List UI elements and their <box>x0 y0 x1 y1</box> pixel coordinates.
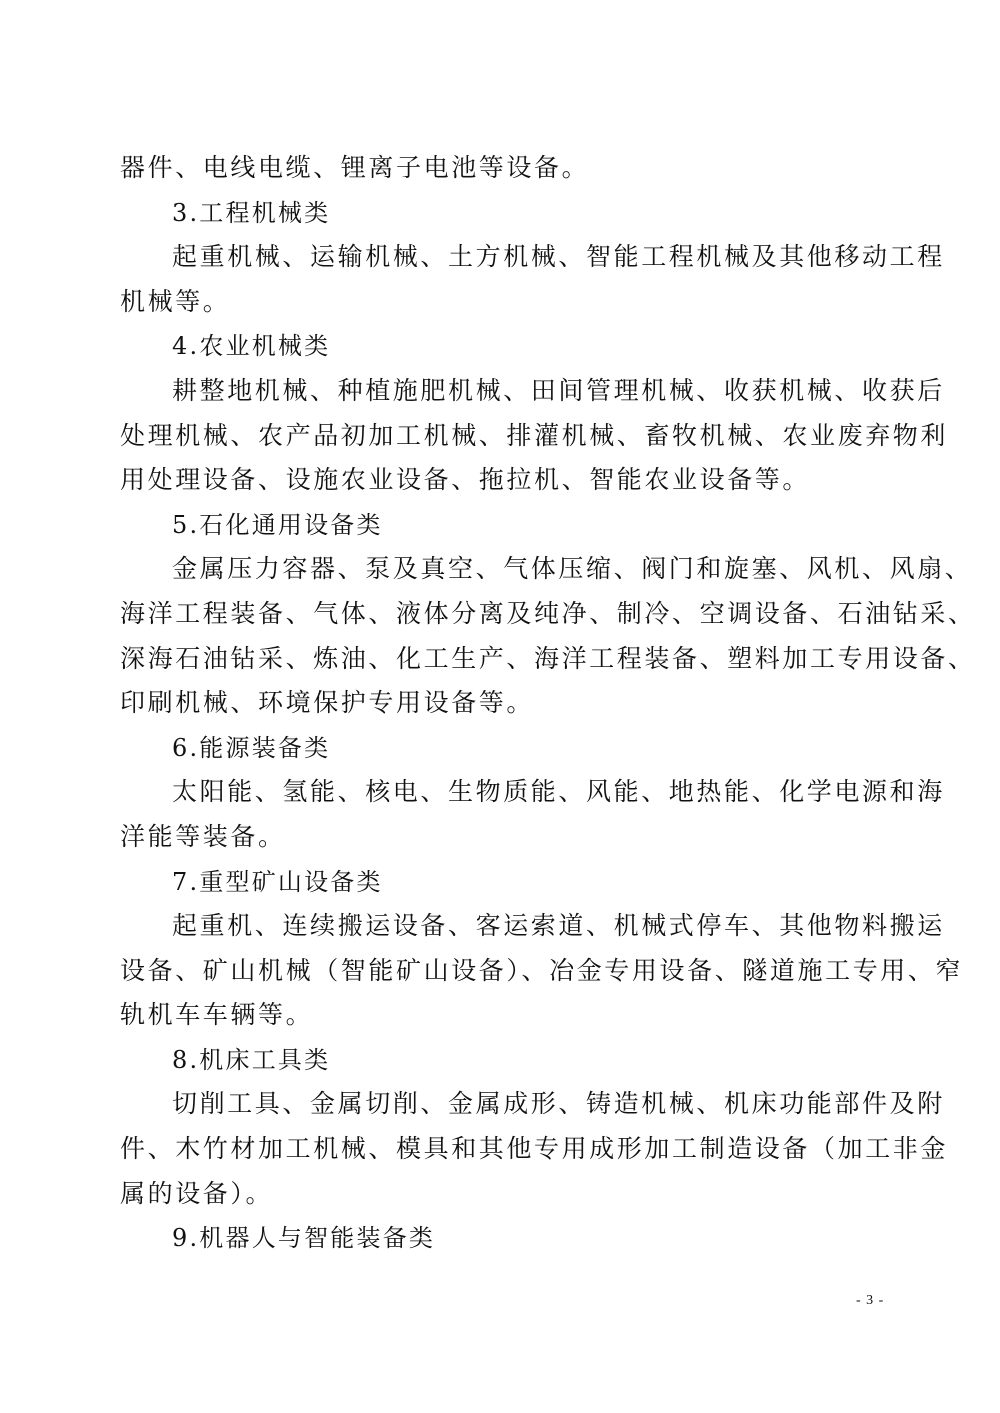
document-body <box>120 146 976 1261</box>
paragraph-line: 件、木竹材加工机械、模具和其他专用成形加工制造设备（加工非金 <box>120 1134 949 1164</box>
paragraph-line: 深海石油钻采、炼油、化工生产、海洋工程装备、塑料加工专用设备、 <box>120 643 976 673</box>
paragraph-line: 太阳能、氢能、核电、生物质能、风能、地热能、化学电源和海 <box>172 777 945 807</box>
section-heading: 9.机器人与智能装备类 <box>172 1224 436 1253</box>
paragraph-line: 金属压力容器、泵及真空、气体压缩、阀门和旋塞、风机、风扇、 <box>172 554 973 584</box>
section-heading: 5.石化通用设备类 <box>172 510 383 539</box>
section-heading: 7.重型矿山设备类 <box>172 867 383 896</box>
paragraph-line: 切削工具、金属切削、金属成形、铸造机械、机床功能部件及附 <box>172 1089 945 1119</box>
paragraph-line: 洋能等装备。 <box>120 821 286 851</box>
section-heading: 8.机床工具类 <box>172 1045 331 1074</box>
paragraph-line: 处理机械、农产品初加工机械、排灌机械、畜牧机械、农业废弃物利 <box>120 420 949 450</box>
paragraph-line: 海洋工程装备、气体、液体分离及纯净、制冷、空调设备、石油钻采、 <box>120 598 976 628</box>
paragraph-line: 属的设备）。 <box>120 1178 274 1208</box>
paragraph-line: 器件、电线电缆、锂离子电池等设备。 <box>120 153 590 182</box>
paragraph-line: 起重机械、运输机械、土方机械、智能工程机械及其他移动工程 <box>172 242 945 272</box>
paragraph-line: 机械等。 <box>120 286 231 316</box>
paragraph-line: 印刷机械、环境保护专用设备等。 <box>120 688 535 718</box>
paragraph-line: 用处理设备、设施农业设备、拖拉机、智能农业设备等。 <box>120 465 811 495</box>
paragraph-line: 起重机、连续搬运设备、客运索道、机械式停车、其他物料搬运 <box>172 911 945 941</box>
section-heading: 6.能源装备类 <box>172 733 331 762</box>
paragraph-line: 设备、矿山机械（智能矿山设备）、冶金专用设备、隧道施工专用、窄 <box>120 955 964 985</box>
paragraph-line: 轨机车车辆等。 <box>120 1000 314 1030</box>
section-heading: 3.工程机械类 <box>172 198 331 227</box>
page-number: - 3 - <box>856 1293 885 1308</box>
section-heading: 4.农业机械类 <box>172 332 331 361</box>
paragraph-line: 耕整地机械、种植施肥机械、田间管理机械、收获机械、收获后 <box>172 375 945 405</box>
